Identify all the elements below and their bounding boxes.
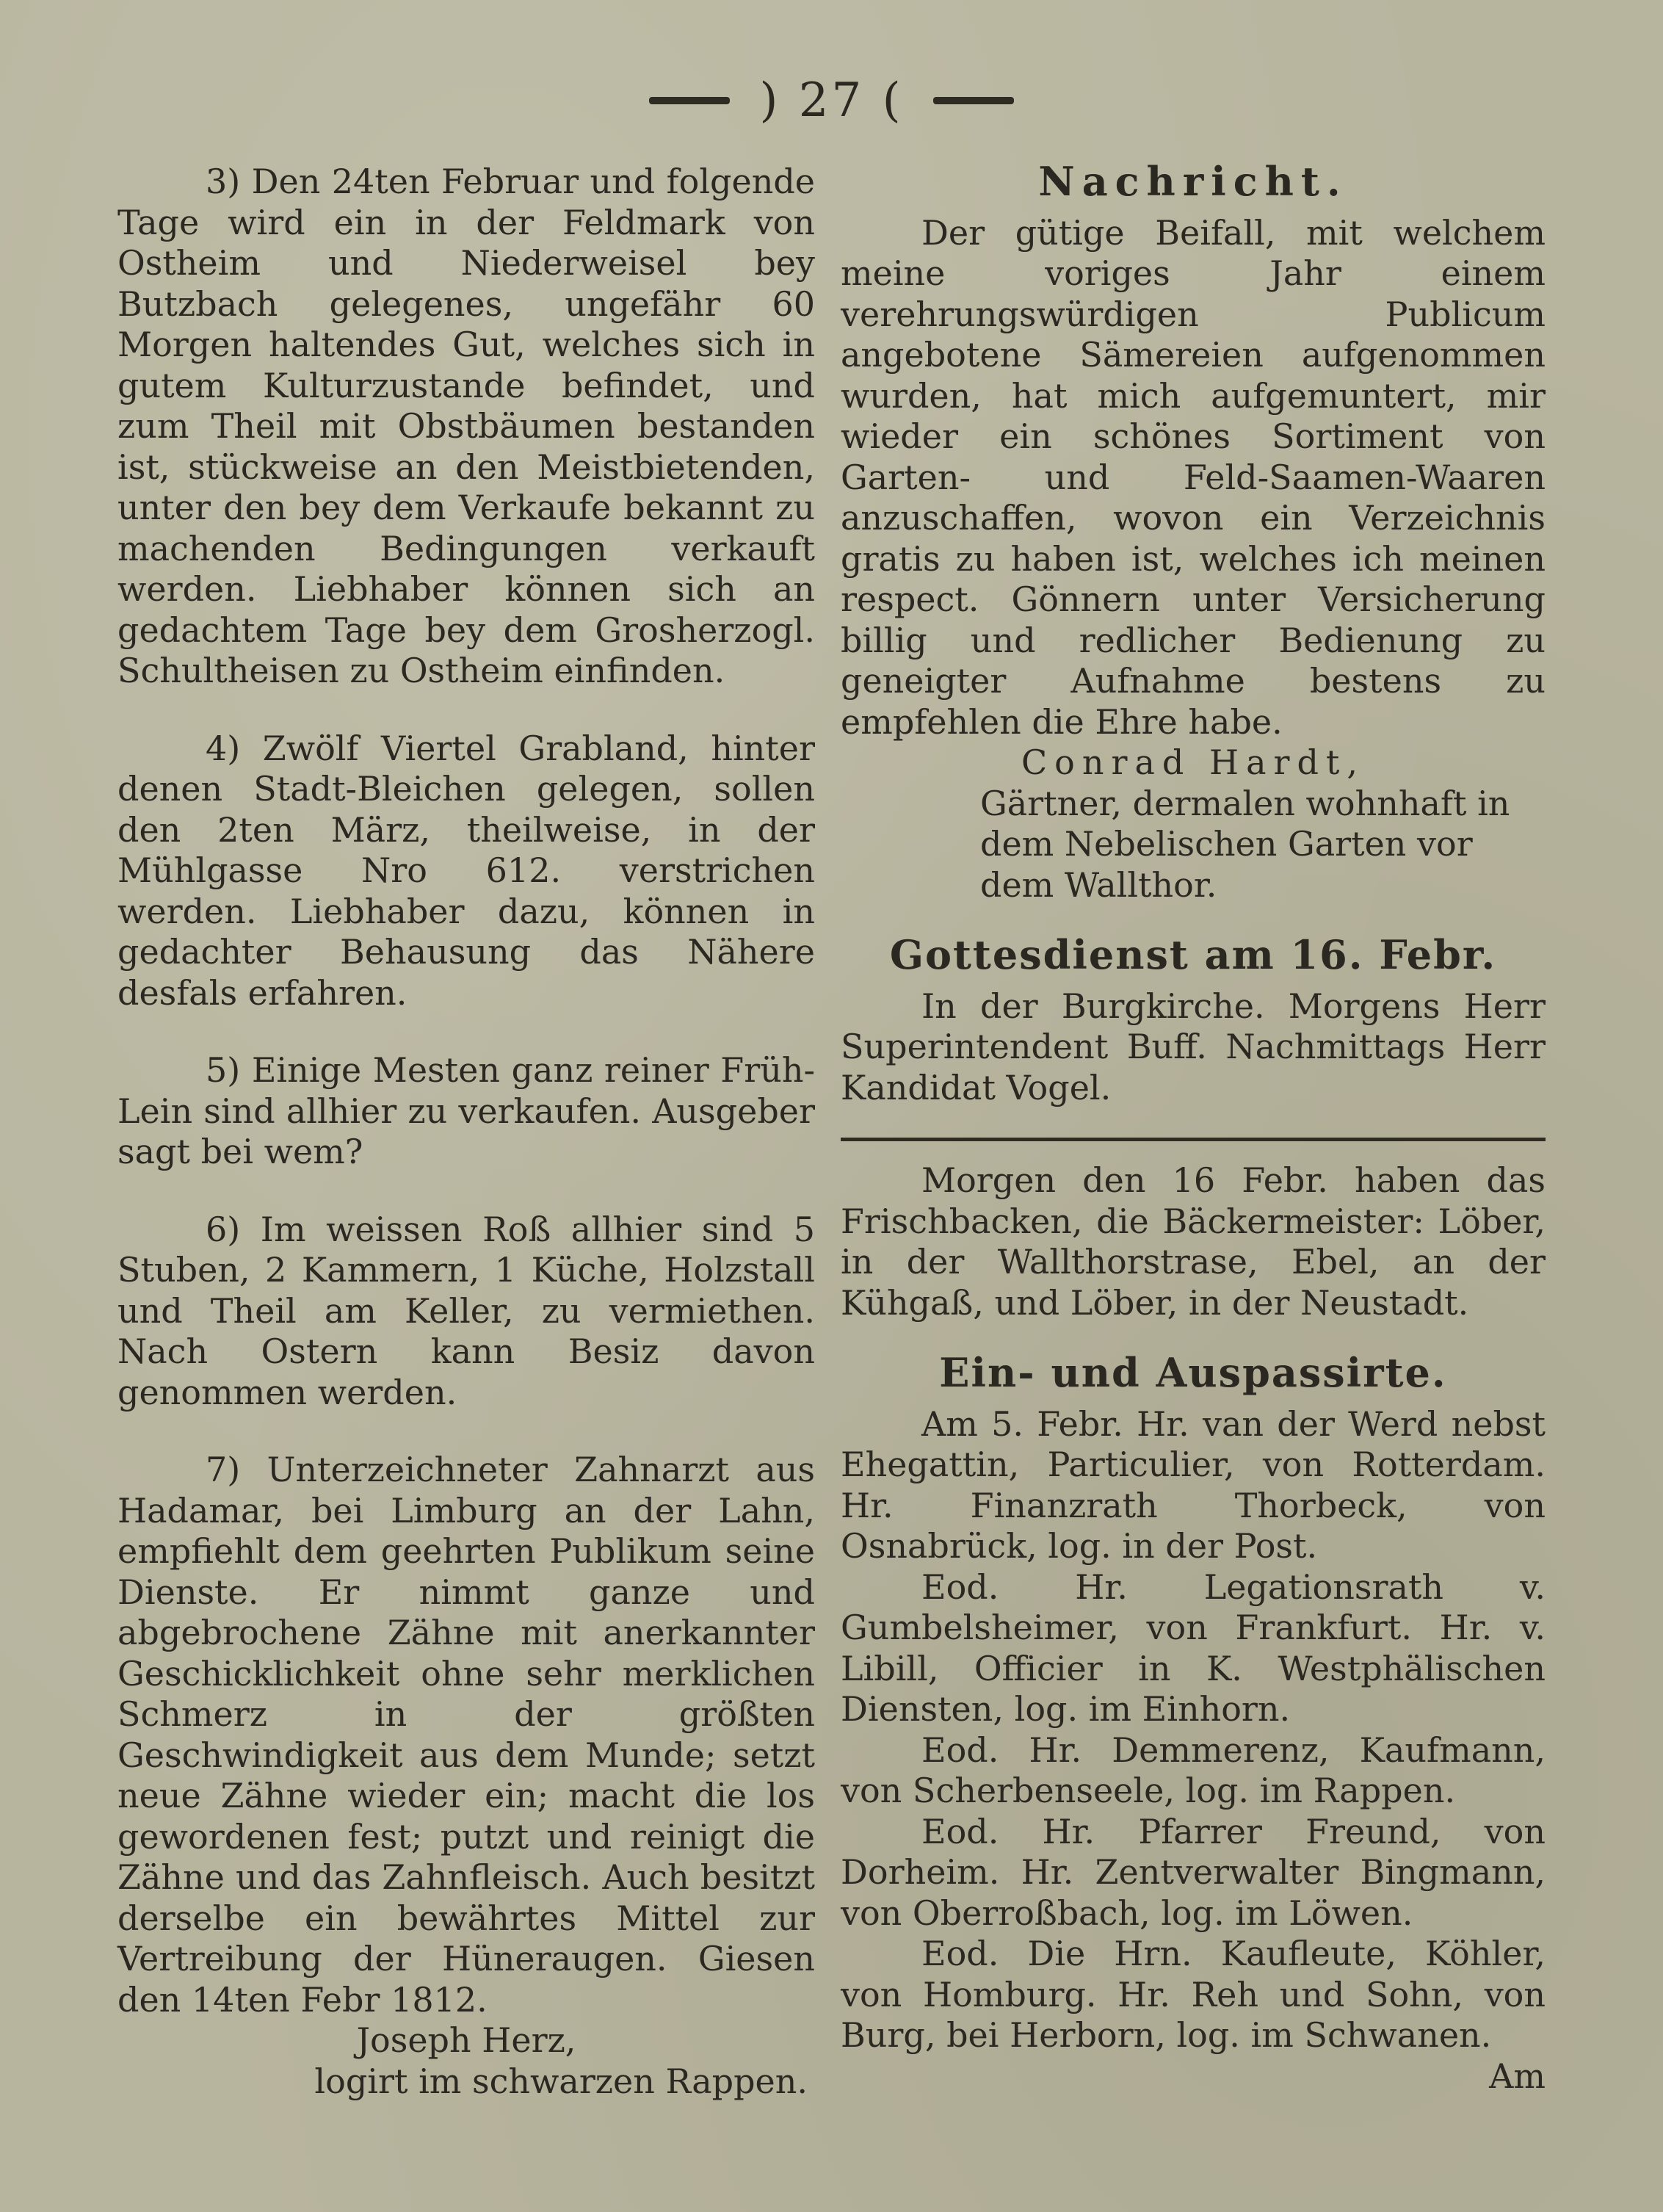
catchword: Am bbox=[1489, 2056, 1546, 2096]
passirte-entry-5: Eod. Die Hrn. Kaufleute, Köhler, von Homburg. Hr. Reh und Sohn, von Burg, bei Herborn, log. im Schwanen. bbox=[841, 1934, 1546, 2055]
header-dash-right bbox=[933, 97, 1014, 104]
notice-7-text: 7) Unterzeichneter Zahnarzt aus Hadamar, bei Limburg an der Lahn, empfiehlt dem geehrten Publikum seine Dienste. Er nimmt ganze und abgebrochene Zähne mit anerkannter Geschicklichkeit ohne sehr merklichen Schmerz in der größten Geschwindigkeit aus dem Munde; setzt neue Zähne wieder ein; macht die los gewordenen fest; putzt und reinigt die Zähne und das Zahnfleisch. Auch besitzt derselbe ein bewährtes Mittel zur Vertreibung der Hüneraugen. Giesen den 14ten Febr 1812. bbox=[117, 1450, 815, 2020]
nachricht-signature-name: Conrad Hardt, bbox=[1021, 742, 1366, 782]
page-number: ) 27 ( bbox=[759, 73, 904, 128]
nachricht-text: Der gütige Beifall, mit welchem meine voriges Jahr einem verehrungswürdigen Publicum angebotene Sämereien aufgenommen wurden, hat mich aufgemuntert, mir wieder ein schönes Sortiment von Garten- und Feld-Saamen-Waaren anzuschaffen, wovon ein Verzeichnis gratis zu haben ist, welches ich meinen respect. Gönnern unter Versicherung billig und redlicher Bedienung zu geneigter Aufnahme bestens zu empfehlen die Ehre habe. bbox=[841, 212, 1546, 742]
section-divider bbox=[841, 1138, 1546, 1141]
notice-4-text: 4) Zwölf Viertel Grabland, hinter denen Stadt-Bleichen gelegen, sollen den 2ten März, theilweise, in der Mühlgasse Nro 612. verstrichen werden. Liebhaber dazu, können in gedachter Behausung das Nähere desfals erfahren. bbox=[117, 728, 815, 1013]
notice-7-signature-name: Joseph Herz, bbox=[356, 2020, 576, 2060]
passirte-entry-3: Eod. Hr. Demmerenz, Kaufmann, von Scherbenseele, log. im Rappen. bbox=[841, 1730, 1546, 1810]
nachricht-heading: Nachricht. bbox=[1038, 158, 1348, 205]
right-column bbox=[841, 158, 1546, 2126]
notice-4 bbox=[117, 729, 815, 1014]
frischbacken-section bbox=[841, 1160, 1546, 1323]
passirte-entry-2: Eod. Hr. Legationsrath v. Gumbelsheimer, von Frankfurt. Hr. v. Libill, Officier in K. Westphälischen Diensten, log. im Einhorn. bbox=[841, 1566, 1546, 1729]
notice-3-text: 3) Den 24ten Februar und folgende Tage wird ein in der Feldmark von Ostheim und Niederweisel bey Butzbach gelegenes, ungefähr 60 Morgen haltendes Gut, welches sich in gutem Kulturzustande befindet, und zum Theil mit Obstbäumen bestanden ist, stückweise an den Meistbietenden, unter den bey dem Verkaufe bekannt zu machenden Bedingungen verkauft werden. Liebhaber können sich an gedachtem Tage bey dem Grosherzogl. Schultheisen zu Ostheim einfinden. bbox=[117, 162, 815, 690]
notice-6 bbox=[117, 1210, 815, 1414]
notice-3 bbox=[117, 162, 815, 692]
gottesdienst-text: In der Burgkirche. Morgens Herr Superintendent Buff. Nachmittags Herr Kandidat Vogel. bbox=[841, 986, 1546, 1107]
header-dash-left bbox=[649, 97, 730, 104]
left-column bbox=[117, 162, 815, 2139]
page-header bbox=[0, 73, 1663, 128]
frischbacken-text: Morgen den 16 Febr. haben das Frischbacken, die Bäckermeister: Löber, in der Wallthorstrase, Ebel, an der Kühgaß, und Löber, in der Neustadt. bbox=[841, 1160, 1546, 1323]
passirte-entry-1: Am 5. Febr. Hr. van der Werd nebst Ehegattin, Particulier, von Rotterdam. Hr. Finanzrath Thorbeck, von Osnabrück, log. in der Post. bbox=[841, 1403, 1546, 1566]
passirte-entry-4: Eod. Hr. Pfarrer Freund, von Dorheim. Hr. Zentverwalter Bingmann, von Oberroßbach, log. im Löwen. bbox=[841, 1811, 1546, 1933]
gottesdienst-heading: Gottesdienst am 16. Febr. bbox=[889, 931, 1497, 978]
nachricht-section bbox=[841, 158, 1546, 906]
notice-6-text: 6) Im weissen Roß allhier sind 5 Stuben, 2 Kammern, 1 Küche, Holzstall und Theil am Keller, zu vermiethen. Nach Ostern kann Besiz davon genommen werden. bbox=[117, 1209, 815, 1412]
notice-5 bbox=[117, 1050, 815, 1173]
nachricht-signature-address: Gärtner, dermalen wohnhaft in dem Nebelischen Garten vor dem Wallthor. bbox=[980, 783, 1510, 905]
passirte-heading: Ein- und Auspassirte. bbox=[939, 1349, 1447, 1396]
notice-7 bbox=[117, 1450, 815, 2102]
notice-7-signature-address: logirt im schwarzen Rappen. bbox=[314, 2061, 808, 2101]
gottesdienst-section bbox=[841, 931, 1546, 1108]
notice-5-text: 5) Einige Mesten ganz reiner Früh-Lein sind allhier zu verkaufen. Ausgeber sagt bei wem? bbox=[117, 1050, 815, 1171]
passirte-section bbox=[841, 1349, 1546, 2097]
